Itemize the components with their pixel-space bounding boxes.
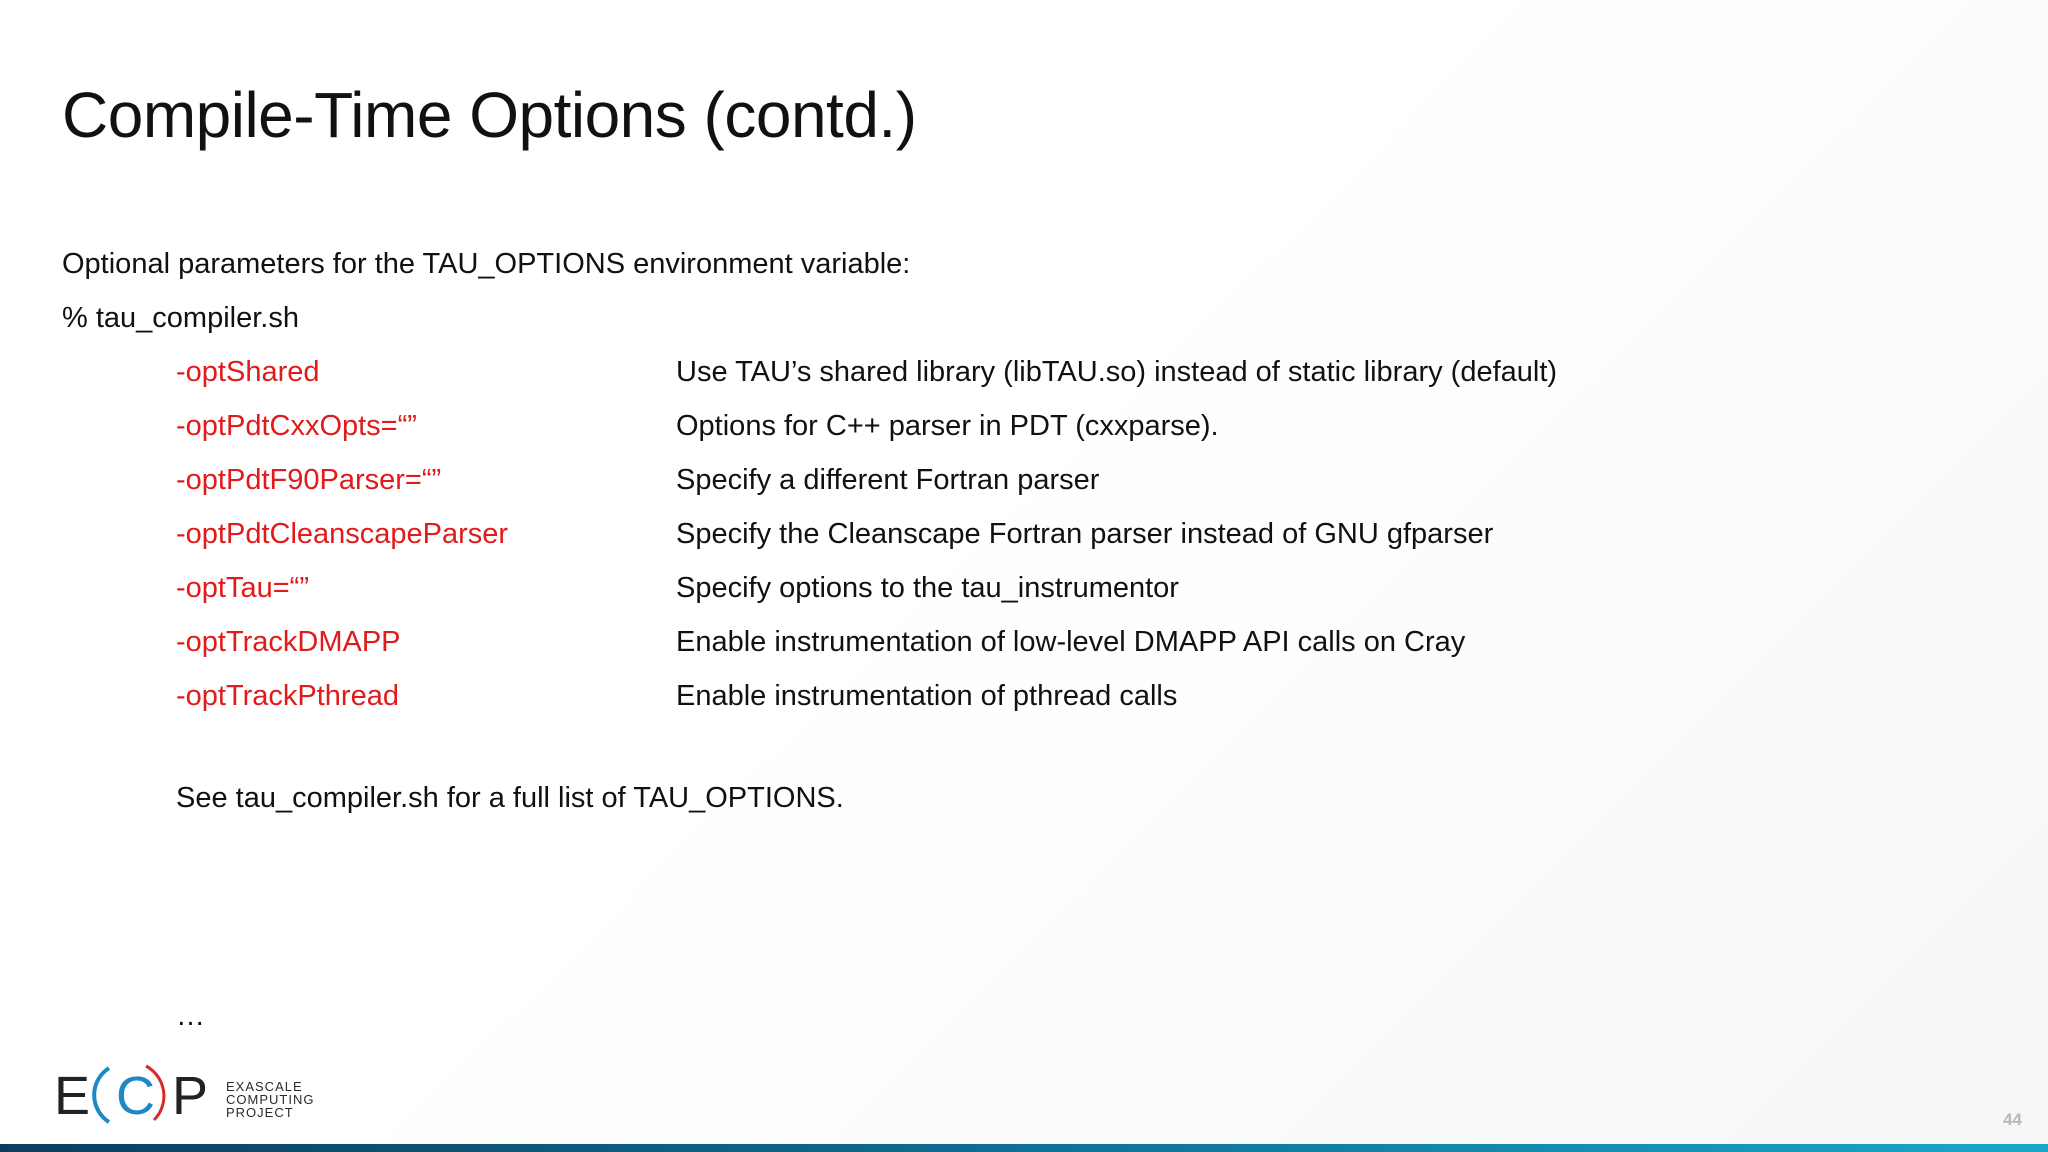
option-flag: -optPdtCxxOpts=“”	[176, 410, 417, 442]
option-row	[176, 566, 1876, 620]
option-description: Specify the Cleanscape Fortran parser instead of GNU gfparser	[676, 518, 1494, 550]
option-flag: -optTrackPthread	[176, 680, 399, 712]
option-row	[176, 458, 1876, 512]
option-description: Enable instrumentation of low-level DMAPP API calls on Cray	[676, 626, 1466, 658]
see-also-text: See tau_compiler.sh for a full list of TAU_OPTIONS.	[176, 782, 844, 814]
page-number: 44	[2003, 1110, 2022, 1129]
option-flag: -optTau=“”	[176, 572, 309, 604]
option-flag: -optPdtF90Parser=“”	[176, 464, 442, 496]
option-row	[176, 350, 1876, 404]
logo-letter-p: P	[172, 1066, 209, 1126]
option-description: Specify options to the tau_instrumentor	[676, 572, 1179, 604]
option-row	[176, 404, 1876, 458]
option-description: Options for C++ parser in PDT (cxxparse).	[676, 410, 1219, 442]
option-description: Use TAU’s shared library (libTAU.so) instead of static library (default)	[676, 356, 1558, 388]
logo-wordmark	[226, 1080, 314, 1119]
option-row	[176, 512, 1876, 566]
option-flag: -optShared	[176, 356, 320, 388]
option-row	[176, 674, 1876, 728]
command-text: % tau_compiler.sh	[62, 302, 299, 334]
slide-title: Compile-Time Options (contd.)	[62, 79, 917, 151]
logo-arc-left	[94, 1068, 109, 1122]
logo-letter-c: C	[116, 1066, 155, 1126]
option-description: Enable instrumentation of pthread calls	[676, 680, 1178, 712]
ellipsis-text: …	[176, 1000, 205, 1032]
option-row	[176, 620, 1876, 674]
logo-letter-e: E	[54, 1066, 91, 1126]
logo-line: EXASCALE	[226, 1079, 303, 1094]
options-list	[176, 350, 1876, 728]
intro-text: Optional parameters for the TAU_OPTIONS environment variable:	[62, 248, 911, 280]
bottom-accent-bar	[0, 1144, 2048, 1152]
option-flag: -optTrackDMAPP	[176, 626, 401, 658]
option-flag: -optPdtCleanscapeParser	[176, 518, 509, 550]
logo-line: PROJECT	[226, 1105, 294, 1120]
option-description: Specify a different Fortran parser	[676, 464, 1100, 496]
logo-line: COMPUTING	[226, 1092, 315, 1107]
